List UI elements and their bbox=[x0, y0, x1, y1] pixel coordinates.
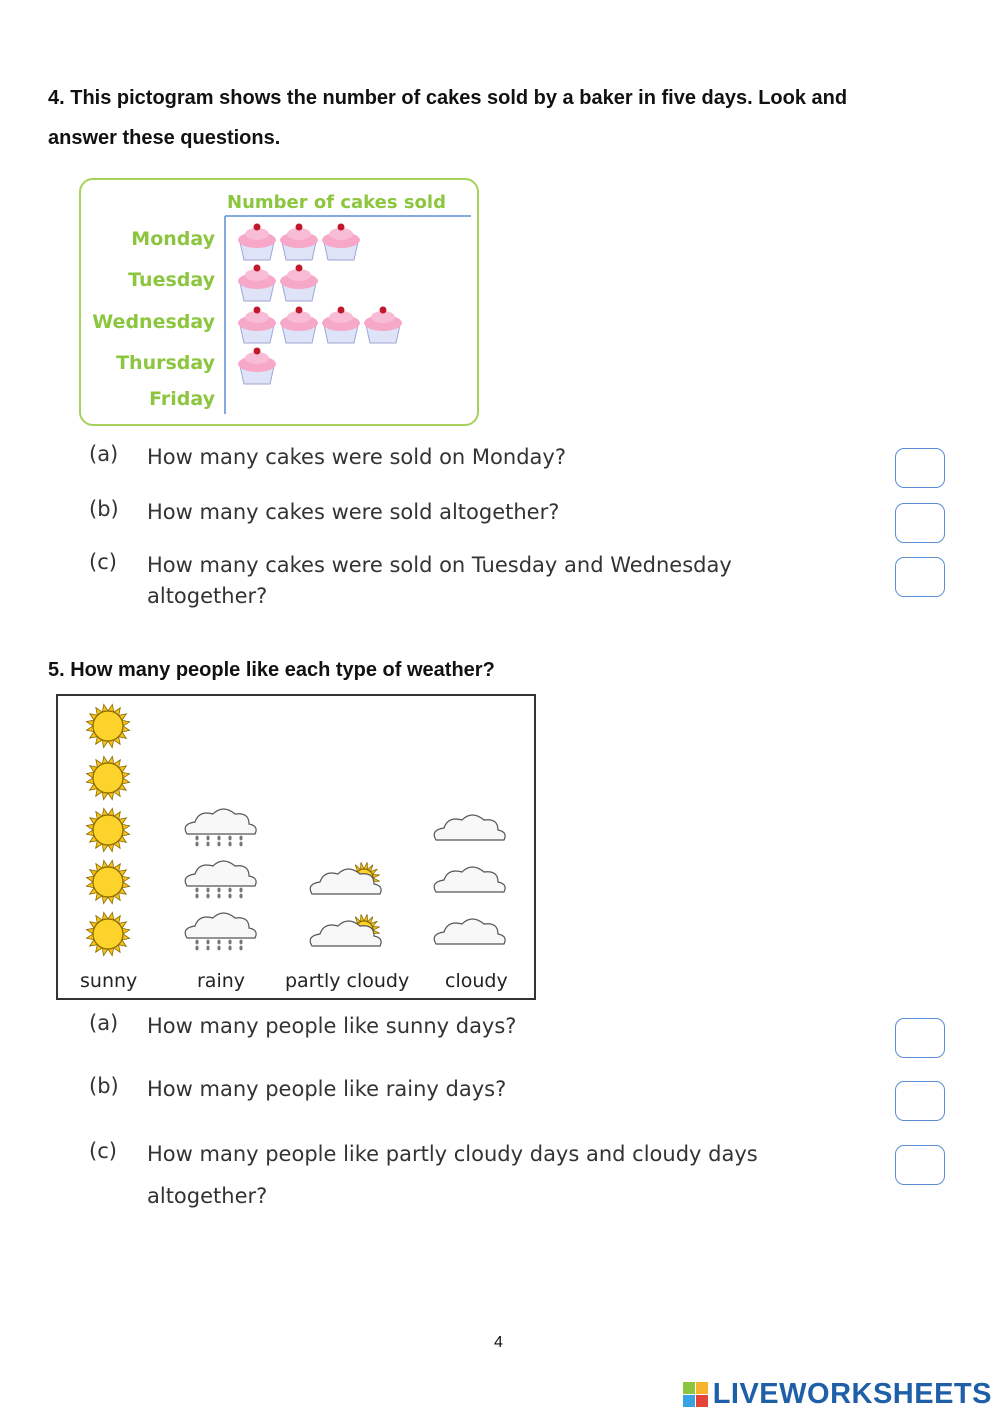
page-number: 4 bbox=[494, 1334, 503, 1351]
q4-question-a-text: How many cakes were sold on Monday? bbox=[147, 445, 566, 469]
q5-question-a-text: How many people like sunny days? bbox=[147, 1014, 517, 1038]
cakes-pictogram bbox=[79, 178, 479, 426]
q5-answer-b-input[interactable] bbox=[895, 1081, 945, 1121]
weather-pictogram bbox=[56, 694, 536, 1000]
day-label-wednesday: Wednesday bbox=[92, 311, 215, 333]
cake-icon bbox=[280, 265, 318, 302]
q5-answer-c-input[interactable] bbox=[895, 1145, 945, 1185]
weather-icon-2 bbox=[310, 862, 381, 894]
q5-question-c bbox=[89, 1139, 869, 1225]
weather-label-cloudy: cloudy bbox=[445, 970, 508, 992]
weather-icon-1 bbox=[185, 861, 256, 898]
weather-label-rainy: rainy bbox=[197, 970, 246, 992]
weather-label-partly-cloudy: partly cloudy bbox=[285, 970, 410, 992]
q4-answer-a-input[interactable] bbox=[895, 448, 945, 488]
cake-icons bbox=[81, 180, 481, 428]
q4-question-c-line1: How many cakes were sold on Tuesday and Wednesday bbox=[147, 553, 732, 577]
q5-question-c-line1: How many people like partly cloudy days and cloudy days bbox=[147, 1142, 758, 1166]
weather-icon-3 bbox=[434, 815, 505, 840]
weather-icon-0 bbox=[86, 860, 129, 903]
question-5-heading: 5. How many people like each type of weather? bbox=[48, 659, 495, 681]
weather-icon-3 bbox=[434, 867, 505, 892]
cake-icon bbox=[238, 224, 276, 261]
day-label-thursday: Thursday bbox=[116, 352, 215, 374]
q5-question-c-line2: altogether? bbox=[147, 1184, 268, 1208]
weather-icon-0 bbox=[86, 756, 129, 799]
weather-icon-3 bbox=[434, 919, 505, 944]
q4-question-b-text: How many cakes were sold altogether? bbox=[147, 500, 560, 524]
day-label-monday: Monday bbox=[131, 228, 215, 250]
q5-answer-a-input[interactable] bbox=[895, 1018, 945, 1058]
weather-icons bbox=[58, 696, 534, 998]
cake-icon bbox=[280, 224, 318, 261]
weather-icon-2 bbox=[310, 914, 381, 946]
question-4-heading-line2: answer these questions. bbox=[48, 127, 281, 149]
day-label-tuesday: Tuesday bbox=[128, 269, 215, 291]
weather-label-sunny: sunny bbox=[80, 970, 138, 992]
q5-question-c-label: (c) bbox=[89, 1139, 117, 1163]
q5-question-a bbox=[89, 1011, 849, 1042]
q4-question-b-label: (b) bbox=[89, 497, 119, 521]
brand-name: LIVEWORKSHEETS bbox=[712, 1378, 992, 1410]
cake-icon bbox=[238, 307, 276, 344]
cake-icon bbox=[280, 307, 318, 344]
q5-question-b bbox=[89, 1074, 849, 1105]
q4-answer-b-input[interactable] bbox=[895, 503, 945, 543]
cake-icon bbox=[322, 307, 360, 344]
q4-question-c-line2: altogether? bbox=[147, 584, 268, 608]
question-4-heading bbox=[48, 78, 847, 158]
pictogram-title: Number of cakes sold bbox=[227, 192, 446, 213]
weather-icon-0 bbox=[86, 704, 129, 747]
q5-question-b-text: How many people like rainy days? bbox=[147, 1077, 507, 1101]
q4-question-c-text bbox=[147, 550, 732, 612]
brand-logo bbox=[683, 1378, 992, 1411]
q4-question-b bbox=[89, 497, 849, 528]
weather-icon-0 bbox=[86, 912, 129, 955]
q4-question-a-label: (a) bbox=[89, 442, 119, 466]
cake-icon bbox=[364, 307, 402, 344]
q4-question-c bbox=[89, 550, 849, 612]
weather-icon-1 bbox=[185, 913, 256, 950]
cake-icon bbox=[238, 348, 276, 385]
cake-icon bbox=[238, 265, 276, 302]
weather-icon-1 bbox=[185, 809, 256, 846]
cake-icon bbox=[322, 224, 360, 261]
q5-question-a-label: (a) bbox=[89, 1011, 119, 1035]
weather-icon-0 bbox=[86, 808, 129, 851]
question-4-heading-line1: 4. This pictogram shows the number of cakes sold by a baker in five days. Look and bbox=[48, 87, 848, 109]
q4-answer-c-input[interactable] bbox=[895, 557, 945, 597]
q4-question-a bbox=[89, 442, 849, 473]
q5-question-b-label: (b) bbox=[89, 1074, 119, 1098]
q4-question-c-label: (c) bbox=[89, 550, 117, 574]
q5-question-c-text bbox=[147, 1133, 758, 1217]
day-label-friday: Friday bbox=[149, 388, 215, 410]
brand-logo-icon bbox=[683, 1382, 709, 1408]
